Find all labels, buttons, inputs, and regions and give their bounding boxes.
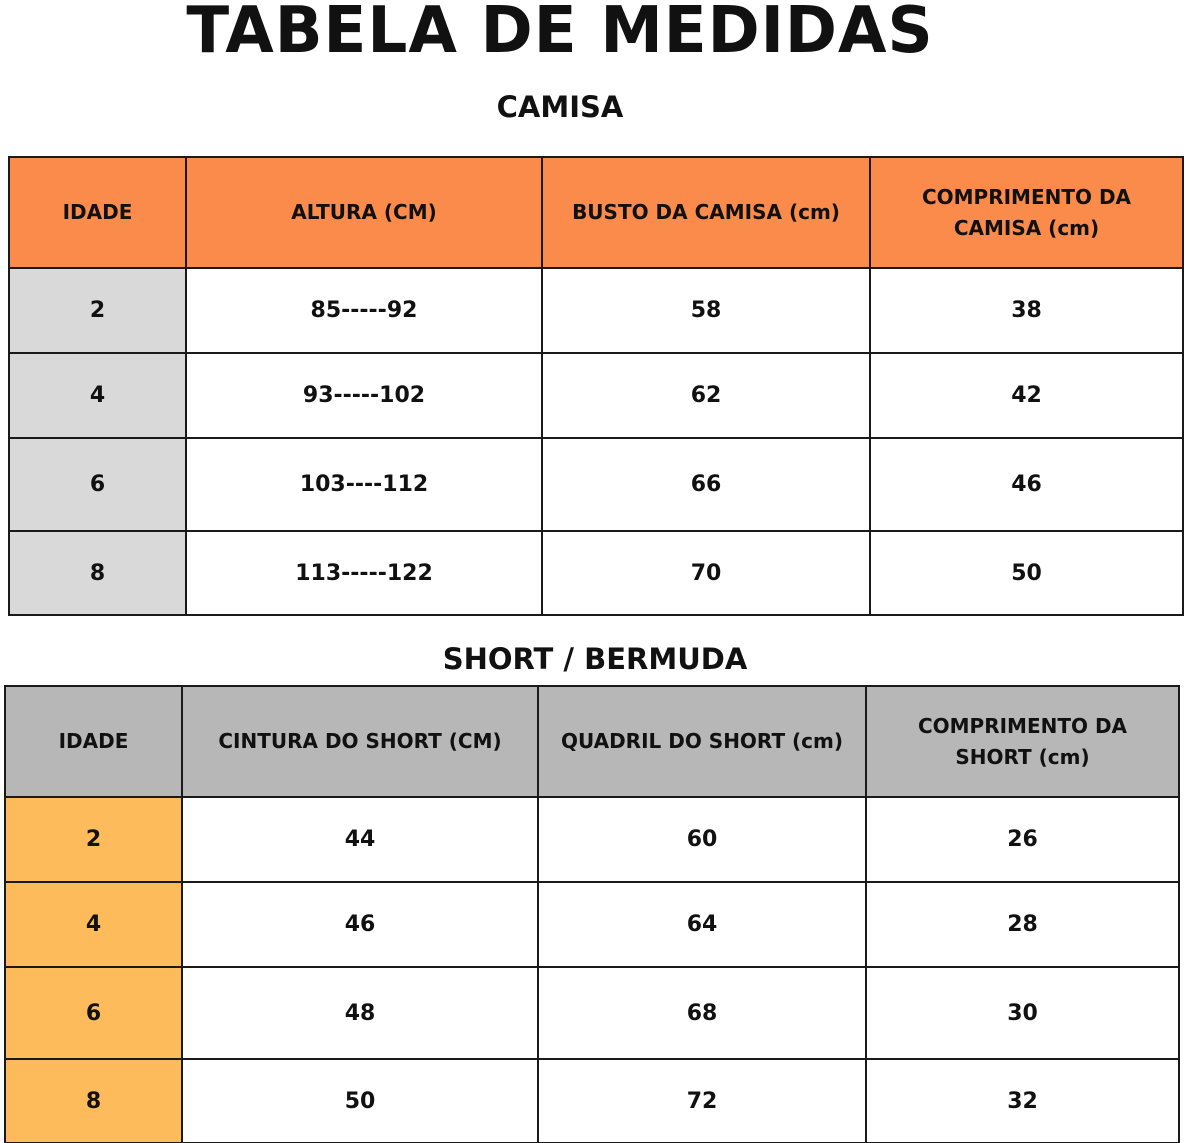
table-cell: 62 <box>542 353 870 438</box>
table-header-row <box>9 157 1183 268</box>
table-cell: 50 <box>870 531 1183 615</box>
header-comprimento: COMPRIMENTO DA SHORT (cm) <box>866 686 1179 797</box>
table-cell: 113-----122 <box>186 531 542 615</box>
age-cell: 2 <box>5 797 182 882</box>
age-cell: 8 <box>5 1059 182 1143</box>
table-header-row <box>5 686 1179 797</box>
header-quadril: QUADRIL DO SHORT (cm) <box>538 686 866 797</box>
table-cell: 70 <box>542 531 870 615</box>
table-cell: 48 <box>182 967 538 1059</box>
table-cell: 103----112 <box>186 438 542 531</box>
header-comprimento: COMPRIMENTO DA CAMISA (cm) <box>870 157 1183 268</box>
table-cell: 28 <box>866 882 1179 967</box>
page-title: TABELA DE MEDIDAS <box>186 0 934 68</box>
table-cell: 42 <box>870 353 1183 438</box>
table-row <box>9 353 1183 438</box>
table-row <box>9 438 1183 531</box>
age-cell: 4 <box>9 353 186 438</box>
header-idade: IDADE <box>5 686 182 797</box>
age-cell: 6 <box>9 438 186 531</box>
table-row <box>9 268 1183 353</box>
camisa-size-table <box>8 156 1184 616</box>
table-cell: 93-----102 <box>186 353 542 438</box>
header-altura: ALTURA (CM) <box>186 157 542 268</box>
table-row <box>5 797 1179 882</box>
table-row <box>5 882 1179 967</box>
header-busto: BUSTO DA CAMISA (cm) <box>542 157 870 268</box>
table-cell: 66 <box>542 438 870 531</box>
table-cell: 58 <box>542 268 870 353</box>
camisa-section-title: CAMISA <box>496 90 624 124</box>
table-cell: 30 <box>866 967 1179 1059</box>
table-cell: 60 <box>538 797 866 882</box>
short-size-table <box>4 685 1180 1143</box>
short-section-title: SHORT / BERMUDA <box>442 642 748 676</box>
table-cell: 50 <box>182 1059 538 1143</box>
table-cell: 26 <box>866 797 1179 882</box>
table-cell: 46 <box>870 438 1183 531</box>
age-cell: 6 <box>5 967 182 1059</box>
header-cintura: CINTURA DO SHORT (CM) <box>182 686 538 797</box>
table-cell: 38 <box>870 268 1183 353</box>
age-cell: 4 <box>5 882 182 967</box>
table-row <box>5 1059 1179 1143</box>
age-cell: 8 <box>9 531 186 615</box>
table-cell: 32 <box>866 1059 1179 1143</box>
table-row <box>9 531 1183 615</box>
table-cell: 68 <box>538 967 866 1059</box>
table-cell: 46 <box>182 882 538 967</box>
table-cell: 72 <box>538 1059 866 1143</box>
table-cell: 64 <box>538 882 866 967</box>
table-cell: 85-----92 <box>186 268 542 353</box>
age-cell: 2 <box>9 268 186 353</box>
table-row <box>5 967 1179 1059</box>
table-cell: 44 <box>182 797 538 882</box>
header-idade: IDADE <box>9 157 186 268</box>
